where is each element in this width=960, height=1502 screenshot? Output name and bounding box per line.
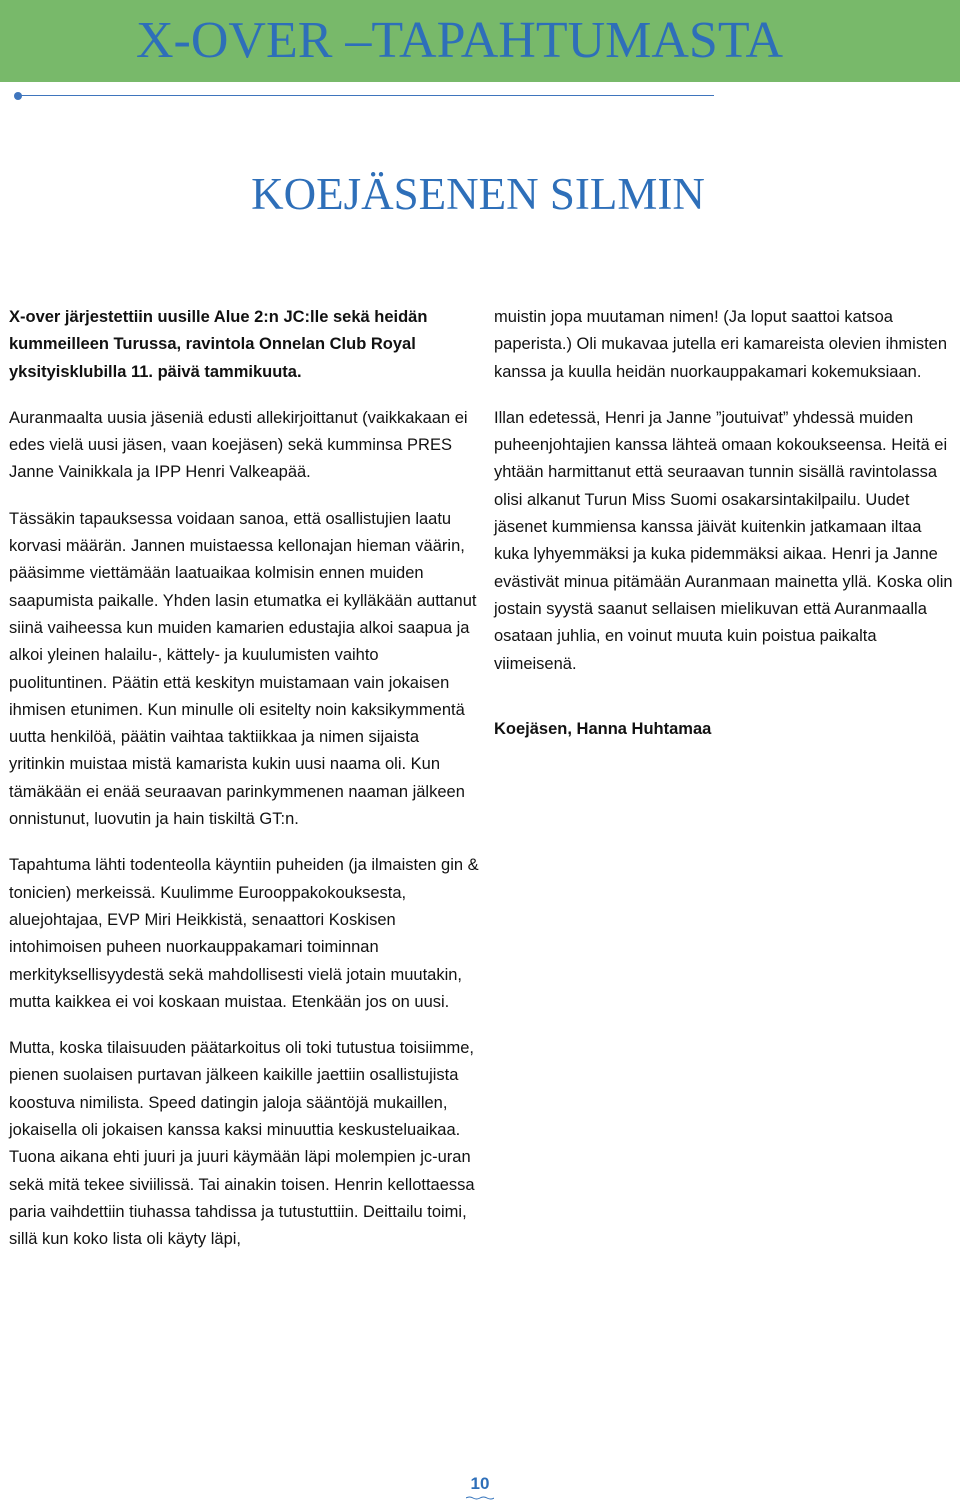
body-paragraph: Mutta, koska tilaisuuden päätarkoitus oli toki tutustua toisiimme, pienen suolaisen purtavan jälkeen kaikille jaettiin osallistujista koostuva nimilista. Speed datingin jaloja sääntöjä mukaillen, jokaisella oli jokaisen kanssa kaksi minuuttia keskusteluaikaa. Tuona aikana ehti juuri ja juuri käymään läpi molempien jc-uran sekä mitä tekee siviilissä. Tai ainakin toisen. Henrin kellottaessa paria vaihdettiin tiuhassa tahdissa ja tutustuttiin. Deittailu toimi, sillä kun koko lista oli käyty läpi, xyxy=(9,1039,475,1249)
author-signature: Koejäsen, Hanna Huhtamaa xyxy=(494,719,712,738)
page-title: X-OVER –TAPAHTUMASTA xyxy=(136,12,784,69)
article-heading-text: KOEJÄSENEN SILMIN xyxy=(251,169,705,219)
page-number: 10 xyxy=(470,1474,490,1493)
page-number-underline xyxy=(466,1496,494,1500)
body-paragraph: Auranmaalta uusia jäseniä edusti allekirjoittanut (vaikkakaan ei edes vielä uusi jäsen, vaan koejäsen) sekä kumminsa PRES Janne Vainikkala ja IPP Henri Valkeapää. xyxy=(9,408,468,482)
header-banner xyxy=(0,0,960,82)
left-column xyxy=(9,304,479,1273)
divider-line xyxy=(18,95,714,96)
article-heading xyxy=(0,166,960,222)
body-paragraph: muistin jopa muutaman nimen! (Ja loput saattoi katsoa paperista.) Oli mukavaa jutella eri kamareista olevien ihmisten kanssa ja kuulla heidän nuorkauppakamari kokemuksiaan. xyxy=(494,308,948,381)
body-paragraph: Illan edetessä, Henri ja Janne ”joutuivat” yhdessä muiden puheenjohtajien kanssa lähteä omaan kokoukseensa. Heitä ei yhtään harmittanut että seuraavan tunnin sisällä ravintolassa olisi alkanut Turun Miss Suomi osakarsintakilpailu. Uudet jäsenet kummiensa kanssa jäivät kuitenkin jatkamaan iltaa kuka lyhyemmäksi ja kuka pidemmäksi aikaa. Henri ja Janne evästivät minua pitämään Auranmaan mainetta yllä. Koska olin jostain syystä saanut sellaisen mielikuvan että Auranmaalla osataan juhlia, en voinut muuta kuin poistua paikalta viimeisenä. xyxy=(494,408,953,673)
lead-paragraph: X-over järjestettiin uusille Alue 2:n JC:lle sekä heidän kummeilleen Turussa, ravintola Onnelan Club Royal yksityisklubilla 11. päivä tammikuuta. xyxy=(9,308,428,381)
body-paragraph: Tässäkin tapauksessa voidaan sanoa, että osallistujien laatu korvasi määrän. Jannen muistaessa kellonajan hieman väärin, pääsimme viettämään laatuaikaa kolmisin ennen muiden saapumista paikalle. Yhden lasin etumatka ei kylläkään auttanut siinä vaiheessa kun muiden kamarien edustajia alkoi saapua ja alkoi yleinen halailu-, kättely- ja kuulumisten vaihto puolituntinen. Päätin että keskityn muistamaan vain jokaisen ihmisen etunimen. Kun minulle oli esitelty noin kaksikymmentä uutta henkilöä, päätin vaihtaa taktiikkaa ja nimen sijaista yritinkin muistaa mistä kamarista kukin uusi naama oli. Kun tämäkään ei enää seuraavan parinkymmenen naaman jälkeen onnistunut, luovutin ja hain tiskiltä GT:n. xyxy=(9,509,477,829)
right-column xyxy=(494,304,954,762)
body-paragraph: Tapahtuma lähti todenteolla käyntiin puheiden (ja ilmaisten gin & tonicien) merkeissä. Kuulimme Eurooppakokouksesta, aluejohtajaa, EVP Miri Heikkistä, senaattori Koskisen intohimoisen puheen nuorkauppakamari toiminnan merkityksellisyydestä sekä mahdollisesti vielä jotain muutakin, mutta kaikkea ei voi koskaan muistaa. Etenkään jos on uusi. xyxy=(9,856,479,1011)
divider-dot xyxy=(14,92,22,100)
